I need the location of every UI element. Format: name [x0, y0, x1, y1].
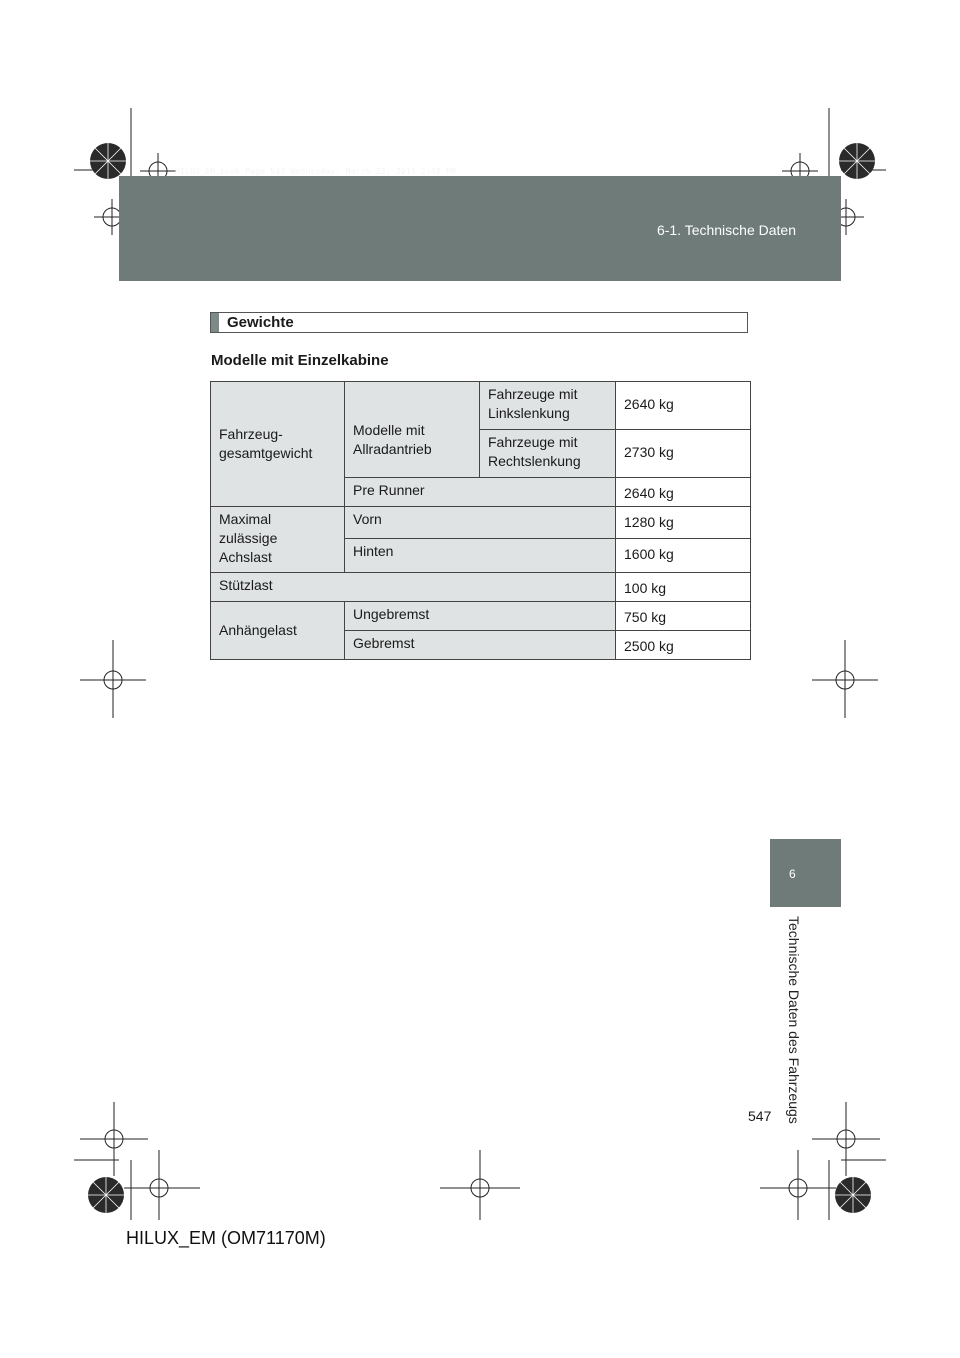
table-cell-value — [616, 573, 751, 602]
manual-code: HILUX_EM (OM71170M) — [126, 1228, 326, 1248]
section-accent-marker — [211, 313, 219, 332]
section-heading-bar — [210, 312, 748, 333]
table-cell-value — [616, 539, 751, 573]
table-cell-value — [616, 382, 751, 430]
section-heading: Gewichte — [227, 314, 294, 331]
cell-text: Stützlast — [219, 577, 273, 593]
cell-text: Gebremst — [353, 635, 415, 651]
table-cell-value — [616, 430, 751, 478]
cell-text: Maximal zulässige Achslast — [219, 511, 278, 565]
subheading: Modelle mit Einzelkabine — [211, 352, 389, 369]
cell-text: 1280 kg — [624, 514, 674, 530]
cell-text: 2640 kg — [624, 396, 674, 412]
table-cell-row-label — [211, 602, 345, 660]
cell-text: Fahrzeug- gesamtgewicht — [219, 426, 313, 461]
table-row — [211, 507, 751, 539]
cell-text: Fahrzeuge mit Rechtslenkung — [488, 434, 581, 469]
cell-text: Anhängelast — [219, 622, 297, 638]
page-number: 547 — [748, 1108, 772, 1124]
cell-text: 100 kg — [624, 580, 667, 596]
table-cell-label — [345, 539, 616, 573]
cell-text: 2500 kg — [624, 638, 674, 654]
cell-text: Ungebremst — [353, 606, 430, 622]
table-cell-label — [211, 573, 616, 602]
cell-text: 2730 kg — [624, 444, 674, 460]
section-title: 6-1. Technische Daten — [656, 222, 796, 238]
cell-text: 2640 kg — [624, 485, 674, 501]
table-row — [211, 573, 751, 602]
table-cell-value — [616, 602, 751, 631]
cell-text: Pre Runner — [353, 482, 425, 498]
table-cell-label — [480, 382, 616, 430]
cell-text: Hinten — [353, 543, 394, 559]
table-cell-label — [345, 602, 616, 631]
table-cell-value — [616, 507, 751, 539]
cell-text: Fahrzeuge mit Linkslenkung — [488, 386, 578, 421]
table-cell-sub-label — [345, 382, 480, 478]
table-cell-label — [345, 631, 616, 660]
table-cell-value — [616, 631, 751, 660]
cell-text: Vorn — [353, 511, 382, 527]
table-cell-row-label — [211, 382, 345, 507]
cell-text: 1600 kg — [624, 546, 674, 562]
cell-text: 750 kg — [624, 609, 667, 625]
chapter-label: Technische Daten des Fahrzeugs — [786, 916, 802, 1124]
table-cell-row-label — [211, 507, 345, 573]
chapter-header-band — [119, 167, 841, 281]
table-cell-label — [480, 430, 616, 478]
table-row — [211, 382, 751, 430]
book-stamp: HILUX_EM.book Page 547 Wednesday, March 23, 2011 2:48 PM — [175, 167, 456, 176]
table-row — [211, 602, 751, 631]
chapter-number: 6 — [789, 867, 796, 881]
table-cell-label — [345, 478, 616, 507]
weights-table — [210, 381, 751, 660]
table-cell-value — [616, 478, 751, 507]
cell-text: Modelle mit Allradantrieb — [353, 422, 432, 457]
chapter-tab — [770, 839, 841, 907]
table-cell-label — [345, 507, 616, 539]
